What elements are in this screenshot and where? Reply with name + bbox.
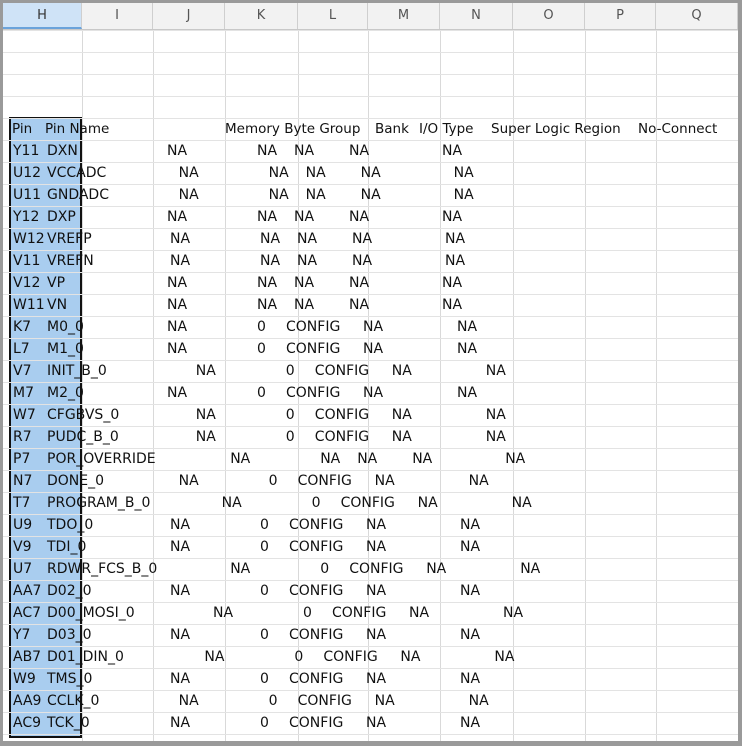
header-no-connect[interactable]: No-Connect <box>638 121 718 137</box>
table-row <box>3 316 738 338</box>
super-logic-region-cell[interactable]: NA <box>412 451 433 467</box>
no-connect-cell[interactable]: NA <box>445 253 466 269</box>
pin-name-cell[interactable]: D01_DIN_0 <box>47 649 124 665</box>
table-row <box>3 514 738 536</box>
memory-byte-group-cell[interactable]: NA <box>230 451 251 467</box>
table-row <box>3 404 738 426</box>
memory-byte-group-cell[interactable]: NA <box>170 583 191 599</box>
header-io-type[interactable]: I/O Type <box>419 121 474 137</box>
table-row <box>3 426 738 448</box>
bank-cell[interactable]: 0 <box>294 649 304 665</box>
memory-byte-group-cell[interactable]: NA <box>167 143 188 159</box>
io-type-cell[interactable]: CONFIG <box>289 517 344 533</box>
pin-name-cell[interactable]: M0_0 <box>47 319 84 335</box>
no-connect-cell[interactable]: NA <box>445 231 466 247</box>
no-connect-cell[interactable]: NA <box>505 451 526 467</box>
bank-cell[interactable]: 0 <box>285 363 295 379</box>
memory-byte-group-cell[interactable]: NA <box>195 429 216 445</box>
bank-cell[interactable]: NA <box>260 231 281 247</box>
io-type-cell[interactable]: NA <box>294 143 315 159</box>
table-row <box>3 492 738 514</box>
bank-cell[interactable]: 0 <box>257 319 266 335</box>
spreadsheet-window <box>3 3 738 741</box>
io-type-cell[interactable]: NA <box>294 209 315 225</box>
super-logic-region-cell[interactable]: NA <box>360 187 381 203</box>
no-connect-cell[interactable]: NA <box>468 693 489 709</box>
super-logic-region-cell[interactable]: NA <box>366 671 387 687</box>
bank-cell[interactable]: 0 <box>257 385 266 401</box>
memory-byte-group-cell[interactable]: NA <box>170 517 191 533</box>
pin-name-cell[interactable]: DXN <box>47 143 78 159</box>
pin-name-cell[interactable]: VP <box>47 275 66 291</box>
pin-cell[interactable]: U9 <box>13 517 33 533</box>
no-connect-cell[interactable]: NA <box>442 275 463 291</box>
io-type-cell[interactable]: CONFIG <box>297 693 352 709</box>
pin-name-cell[interactable]: INIT_B_0 <box>47 363 107 379</box>
pin-cell[interactable]: U11 <box>13 187 42 203</box>
super-logic-region-cell[interactable]: NA <box>366 539 387 555</box>
pin-name-cell[interactable]: TDO_0 <box>47 517 94 533</box>
pin-cell[interactable]: V12 <box>13 275 41 291</box>
table-row <box>3 250 738 272</box>
row-divider <box>3 74 738 75</box>
io-type-cell[interactable]: CONFIG <box>286 385 341 401</box>
table-row <box>3 602 738 624</box>
super-logic-region-cell[interactable]: NA <box>349 143 370 159</box>
super-logic-region-cell[interactable]: NA <box>366 517 387 533</box>
column-header-h[interactable]: H <box>3 3 82 29</box>
memory-byte-group-cell[interactable]: NA <box>195 363 216 379</box>
pin-cell[interactable]: Y11 <box>13 143 40 159</box>
table-row <box>3 690 738 712</box>
super-logic-region-cell[interactable]: NA <box>363 319 384 335</box>
pin-cell[interactable]: AA7 <box>13 583 42 599</box>
bank-cell[interactable]: 0 <box>311 495 321 511</box>
io-type-cell[interactable]: CONFIG <box>314 363 370 379</box>
no-connect-cell[interactable]: NA <box>442 209 463 225</box>
io-type-cell[interactable]: CONFIG <box>289 715 344 731</box>
memory-byte-group-cell[interactable]: NA <box>170 715 191 731</box>
no-connect-cell[interactable]: NA <box>460 517 481 533</box>
bank-cell[interactable]: NA <box>320 451 341 467</box>
no-connect-cell[interactable]: NA <box>503 605 524 621</box>
column-header-m[interactable]: M <box>368 3 440 29</box>
pin-name-cell[interactable]: M1_0 <box>47 341 84 357</box>
pin-cell[interactable]: AC7 <box>13 605 42 621</box>
table-row <box>3 294 738 316</box>
pin-name-cell[interactable]: VCCADC <box>47 165 107 181</box>
memory-byte-group-cell[interactable]: NA <box>178 693 199 709</box>
super-logic-region-cell[interactable]: NA <box>363 341 384 357</box>
no-connect-cell[interactable]: NA <box>457 319 478 335</box>
io-type-cell[interactable]: CONFIG <box>332 605 387 621</box>
super-logic-region-cell[interactable]: NA <box>391 363 412 379</box>
no-connect-cell[interactable]: NA <box>460 671 481 687</box>
super-logic-region-cell[interactable]: NA <box>374 693 395 709</box>
memory-byte-group-cell[interactable]: NA <box>167 341 188 357</box>
bank-cell[interactable]: NA <box>268 165 289 181</box>
memory-byte-group-cell[interactable]: NA <box>195 407 216 423</box>
pin-cell[interactable]: R7 <box>13 429 32 445</box>
io-type-cell[interactable]: CONFIG <box>314 407 370 423</box>
io-type-cell[interactable]: CONFIG <box>340 495 395 511</box>
io-type-cell[interactable]: CONFIG <box>289 627 344 643</box>
super-logic-region-cell[interactable]: NA <box>374 473 395 489</box>
table-row <box>3 382 738 404</box>
io-type-cell[interactable]: NA <box>357 451 378 467</box>
io-type-cell[interactable]: CONFIG <box>289 671 344 687</box>
pin-name-cell[interactable]: VN <box>47 297 68 313</box>
no-connect-cell[interactable]: NA <box>460 583 481 599</box>
no-connect-cell[interactable]: NA <box>485 363 506 379</box>
pin-cell[interactable]: V7 <box>13 363 32 379</box>
pin-name-cell[interactable]: TDI_0 <box>47 539 87 555</box>
memory-byte-group-cell[interactable]: NA <box>170 253 191 269</box>
pin-name-cell[interactable]: GNDADC <box>47 187 109 203</box>
super-logic-region-cell[interactable]: NA <box>426 561 447 577</box>
column-header-p[interactable]: P <box>585 3 656 29</box>
row-divider <box>3 96 738 97</box>
table-row <box>3 624 738 646</box>
pin-cell[interactable]: L7 <box>13 341 30 357</box>
io-type-cell[interactable]: NA <box>305 187 326 203</box>
header-memory-byte-group[interactable]: Memory Byte Group <box>225 121 361 137</box>
pin-name-cell[interactable]: PROGRAM_B_0 <box>47 495 151 511</box>
no-connect-cell[interactable]: NA <box>485 407 506 423</box>
table-row <box>3 228 738 250</box>
table-row <box>3 184 738 206</box>
column-header-q[interactable]: Q <box>656 3 738 29</box>
memory-byte-group-cell[interactable]: NA <box>167 209 188 225</box>
column-header-k[interactable]: K <box>225 3 298 29</box>
memory-byte-group-cell[interactable]: NA <box>170 671 191 687</box>
memory-byte-group-cell[interactable]: NA <box>178 187 199 203</box>
pin-name-cell[interactable]: PUDC_B_0 <box>47 429 119 445</box>
super-logic-region-cell[interactable]: NA <box>366 627 387 643</box>
memory-byte-group-cell[interactable]: NA <box>221 495 242 511</box>
io-type-cell[interactable]: CONFIG <box>286 341 341 357</box>
pin-cell[interactable]: Y7 <box>13 627 31 643</box>
io-type-cell[interactable]: CONFIG <box>286 319 341 335</box>
pin-name-cell[interactable]: VREFN <box>47 253 94 269</box>
header-pin-name[interactable]: Pin Name <box>45 121 110 137</box>
super-logic-region-cell[interactable]: NA <box>366 715 387 731</box>
memory-byte-group-cell[interactable]: NA <box>213 605 234 621</box>
memory-byte-group-cell[interactable]: NA <box>170 627 191 643</box>
pin-name-cell[interactable]: M2_0 <box>47 385 84 401</box>
super-logic-region-cell[interactable]: NA <box>363 385 384 401</box>
pin-cell[interactable]: Y12 <box>13 209 40 225</box>
pin-name-cell[interactable]: VREFP <box>47 231 92 247</box>
bank-cell[interactable]: 0 <box>260 583 269 599</box>
super-logic-region-cell[interactable]: NA <box>349 209 370 225</box>
pin-cell[interactable]: M7 <box>13 385 34 401</box>
pin-cell[interactable]: V11 <box>13 253 41 269</box>
header-row <box>3 118 738 140</box>
memory-byte-group-cell[interactable]: NA <box>178 165 199 181</box>
io-type-cell[interactable]: NA <box>294 275 315 291</box>
io-type-cell[interactable]: NA <box>297 231 318 247</box>
pin-name-cell[interactable]: DONE_0 <box>47 473 105 489</box>
no-connect-cell[interactable]: NA <box>485 429 506 445</box>
bank-cell[interactable]: NA <box>257 209 278 225</box>
table-row <box>3 448 738 470</box>
column-header-o[interactable]: O <box>513 3 585 29</box>
header-pin[interactable]: Pin <box>12 121 33 137</box>
pin-cell[interactable]: U7 <box>13 561 33 577</box>
bank-cell[interactable]: 0 <box>260 539 269 555</box>
no-connect-cell[interactable]: NA <box>442 143 463 159</box>
super-logic-region-cell[interactable]: NA <box>352 231 373 247</box>
bank-cell[interactable]: 0 <box>320 561 330 577</box>
no-connect-cell[interactable]: NA <box>453 187 474 203</box>
table-row <box>3 360 738 382</box>
bank-cell[interactable]: 0 <box>285 429 295 445</box>
pin-cell[interactable]: AC9 <box>13 715 42 731</box>
pin-name-cell[interactable]: D03_0 <box>47 627 92 643</box>
no-connect-cell[interactable]: NA <box>468 473 489 489</box>
pin-cell[interactable]: V9 <box>13 539 32 555</box>
row-divider <box>3 52 738 53</box>
super-logic-region-cell[interactable]: NA <box>360 165 381 181</box>
memory-byte-group-cell[interactable]: NA <box>167 297 188 313</box>
pin-name-cell[interactable]: DXP <box>47 209 76 225</box>
pin-name-cell[interactable]: CCLK_0 <box>47 693 100 709</box>
bank-cell[interactable]: 0 <box>268 693 278 709</box>
no-connect-cell[interactable]: NA <box>442 297 463 313</box>
pin-name-cell[interactable]: D02_0 <box>47 583 92 599</box>
bank-cell[interactable]: 0 <box>257 341 266 357</box>
memory-byte-group-cell[interactable]: NA <box>170 539 191 555</box>
no-connect-cell[interactable]: NA <box>457 341 478 357</box>
row-divider <box>3 734 738 735</box>
super-logic-region-cell[interactable]: NA <box>352 253 373 269</box>
memory-byte-group-cell[interactable]: NA <box>204 649 225 665</box>
pin-cell[interactable]: W7 <box>13 407 36 423</box>
no-connect-cell[interactable]: NA <box>460 627 481 643</box>
pin-cell[interactable]: T7 <box>13 495 31 511</box>
io-type-cell[interactable]: CONFIG <box>297 473 352 489</box>
bank-cell[interactable]: NA <box>257 297 278 313</box>
pin-name-cell[interactable]: D00_MOSI_0 <box>47 605 135 621</box>
bank-cell[interactable]: 0 <box>303 605 312 621</box>
table-row <box>3 646 738 668</box>
io-type-cell[interactable]: NA <box>305 165 326 181</box>
header-super-logic-region[interactable]: Super Logic Region <box>491 121 621 137</box>
table-row <box>3 162 738 184</box>
pin-name-cell[interactable]: POR_OVERRIDE <box>47 451 156 467</box>
io-type-cell[interactable]: CONFIG <box>289 583 344 599</box>
pin-name-cell[interactable]: RDWR_FCS_B_0 <box>47 561 158 577</box>
table-row <box>3 558 738 580</box>
pin-cell[interactable]: W9 <box>13 671 36 687</box>
table-row <box>3 272 738 294</box>
io-type-cell[interactable]: CONFIG <box>289 539 344 555</box>
super-logic-region-cell[interactable]: NA <box>349 297 370 313</box>
pin-name-cell[interactable]: CFGBVS_0 <box>47 407 120 423</box>
io-type-cell[interactable]: NA <box>294 297 315 313</box>
bank-cell[interactable]: NA <box>268 187 289 203</box>
no-connect-cell[interactable]: NA <box>494 649 515 665</box>
table-row <box>3 668 738 690</box>
super-logic-region-cell[interactable]: NA <box>417 495 438 511</box>
table-row <box>3 580 738 602</box>
io-type-cell[interactable]: CONFIG <box>314 429 370 445</box>
pin-name-cell[interactable]: TCK_0 <box>47 715 90 731</box>
no-connect-cell[interactable]: NA <box>457 385 478 401</box>
table-row <box>3 536 738 558</box>
table-row <box>3 206 738 228</box>
header-bank[interactable]: Bank <box>375 121 409 137</box>
bank-cell[interactable]: 0 <box>260 627 269 643</box>
super-logic-region-cell[interactable]: NA <box>409 605 430 621</box>
pin-name-cell[interactable]: TMS_0 <box>47 671 93 687</box>
super-logic-region-cell[interactable]: NA <box>391 407 412 423</box>
no-connect-cell[interactable]: NA <box>520 561 541 577</box>
memory-byte-group-cell[interactable]: NA <box>167 319 188 335</box>
no-connect-cell[interactable]: NA <box>460 715 481 731</box>
pin-cell[interactable]: W12 <box>13 231 45 247</box>
pin-cell[interactable]: P7 <box>13 451 31 467</box>
bank-cell[interactable]: 0 <box>260 715 269 731</box>
bank-cell[interactable]: 0 <box>260 671 269 687</box>
bank-cell[interactable]: 0 <box>285 407 295 423</box>
pin-cell[interactable]: N7 <box>13 473 33 489</box>
row-divider <box>3 30 738 31</box>
bank-cell[interactable]: NA <box>257 275 278 291</box>
super-logic-region-cell[interactable]: NA <box>349 275 370 291</box>
table-row <box>3 712 738 734</box>
super-logic-region-cell[interactable]: NA <box>400 649 421 665</box>
memory-byte-group-cell[interactable]: NA <box>230 561 251 577</box>
io-type-cell[interactable]: CONFIG <box>349 561 404 577</box>
memory-byte-group-cell[interactable]: NA <box>178 473 199 489</box>
table-row <box>3 470 738 492</box>
table-row <box>3 140 738 162</box>
bank-cell[interactable]: 0 <box>268 473 278 489</box>
pin-cell[interactable]: AB7 <box>13 649 42 665</box>
memory-byte-group-cell[interactable]: NA <box>167 275 188 291</box>
pin-cell[interactable]: K7 <box>13 319 32 335</box>
pin-cell[interactable]: AA9 <box>13 693 42 709</box>
pin-cell[interactable]: W11 <box>13 297 45 313</box>
column-header-n[interactable]: N <box>440 3 513 29</box>
no-connect-cell[interactable]: NA <box>460 539 481 555</box>
column-header-j[interactable]: J <box>153 3 225 29</box>
column-header-bar <box>3 3 738 30</box>
super-logic-region-cell[interactable]: NA <box>366 583 387 599</box>
io-type-cell[interactable]: CONFIG <box>323 649 378 665</box>
column-header-i[interactable]: I <box>82 3 153 29</box>
no-connect-cell[interactable]: NA <box>453 165 474 181</box>
table-row <box>3 338 738 360</box>
io-type-cell[interactable]: NA <box>297 253 318 269</box>
memory-byte-group-cell[interactable]: NA <box>170 231 191 247</box>
bank-cell[interactable]: NA <box>260 253 281 269</box>
column-header-l[interactable]: L <box>298 3 368 29</box>
pin-cell[interactable]: U12 <box>13 165 42 181</box>
super-logic-region-cell[interactable]: NA <box>391 429 412 445</box>
no-connect-cell[interactable]: NA <box>511 495 532 511</box>
cell-grid[interactable] <box>3 30 738 741</box>
memory-byte-group-cell[interactable]: NA <box>167 385 188 401</box>
bank-cell[interactable]: NA <box>257 143 278 159</box>
bank-cell[interactable]: 0 <box>260 517 269 533</box>
